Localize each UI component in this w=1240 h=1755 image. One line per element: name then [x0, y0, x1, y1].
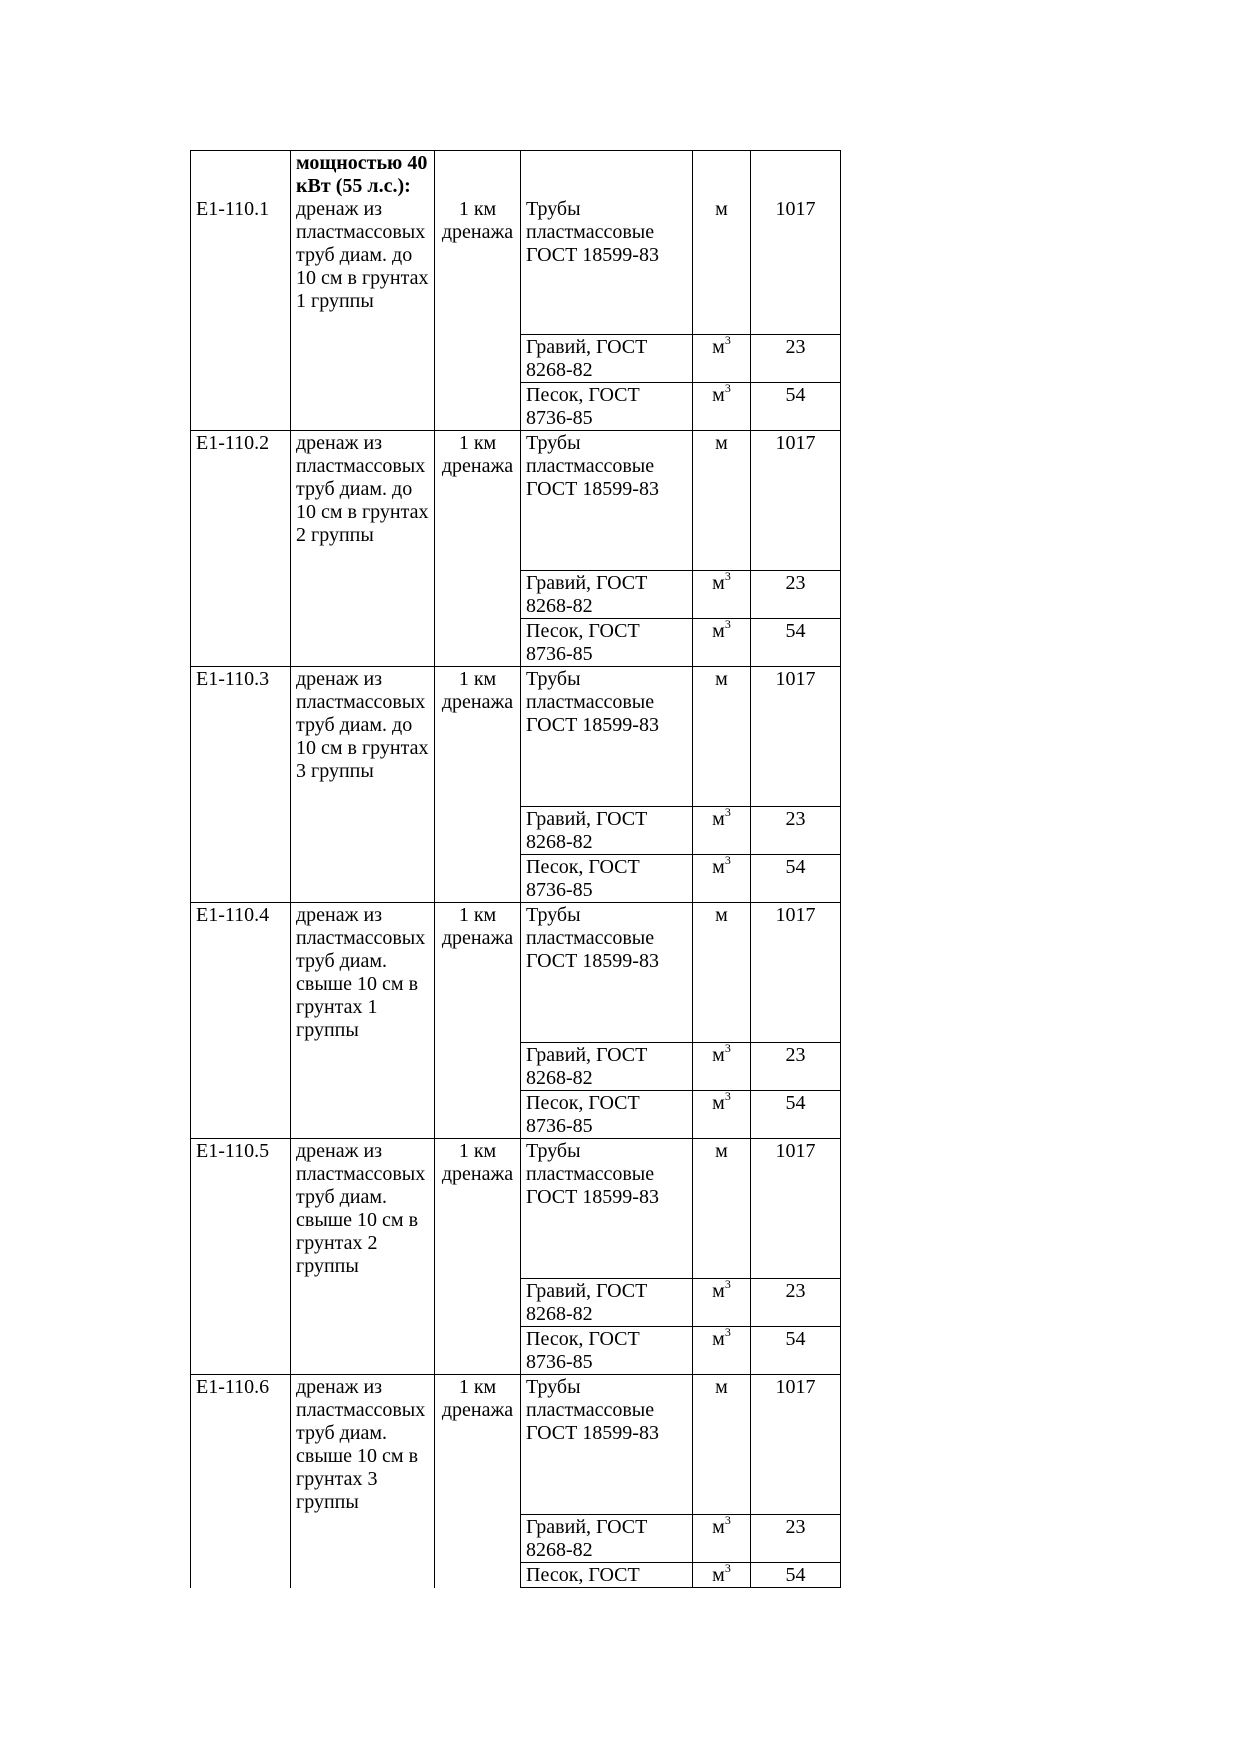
- quantity-value: 54: [785, 1328, 806, 1350]
- unit-cell: [693, 571, 751, 619]
- norm-measure: 1 км дренажа: [441, 668, 514, 713]
- material-name-cell: [521, 1043, 693, 1091]
- measure-cell: [435, 431, 521, 571]
- unit-cell: [693, 1279, 751, 1327]
- code-cell: [191, 807, 291, 855]
- quantity-value: 1017: [775, 198, 816, 220]
- unit-superscript: 3: [724, 570, 731, 583]
- measure-cell: [435, 1375, 521, 1515]
- quantity-cell: [751, 1515, 841, 1563]
- quantity-cell: [751, 335, 841, 383]
- spacer: [196, 152, 285, 198]
- material-name: Песок, ГОСТ 8736-85: [526, 1328, 640, 1373]
- code-cell: [191, 1327, 291, 1375]
- norm-code: Е1-110.1: [196, 198, 270, 220]
- unit-superscript: 3: [724, 334, 731, 347]
- unit-text: м: [712, 1564, 725, 1586]
- unit-superscript: 3: [724, 1562, 731, 1575]
- unit-text: м: [715, 668, 728, 690]
- unit-text: м: [715, 1140, 728, 1162]
- material-name-cell: [521, 571, 693, 619]
- norm-description: дренаж из пластмассовых труб диам. свыше 10 см в грунтах 3 группы: [296, 1376, 426, 1513]
- material-name: Песок, ГОСТ: [526, 1564, 640, 1586]
- quantity-value: 23: [785, 336, 806, 358]
- quantity-cell: [751, 1279, 841, 1327]
- code-cell: [191, 1375, 291, 1515]
- measure-cell: [435, 667, 521, 807]
- code-cell: [191, 1563, 291, 1588]
- measure-cell: [435, 571, 521, 619]
- unit-cell: [693, 1091, 751, 1139]
- quantity-value: 54: [785, 384, 806, 406]
- description-cell: [291, 1563, 435, 1588]
- measure-cell: [435, 151, 521, 335]
- description-cell: [291, 1327, 435, 1375]
- quantity-cell: [751, 1043, 841, 1091]
- description-cell: [291, 1139, 435, 1279]
- description-cell: [291, 903, 435, 1043]
- code-cell: [191, 855, 291, 903]
- measure-cell: [435, 1327, 521, 1375]
- material-name-cell: [521, 1139, 693, 1279]
- description-cell: [291, 619, 435, 667]
- table-row: [191, 431, 841, 571]
- description-cell: [291, 431, 435, 571]
- code-cell: [191, 903, 291, 1043]
- code-cell: [191, 667, 291, 807]
- material-name-cell: [521, 903, 693, 1043]
- quantity-value: 1017: [775, 1376, 816, 1398]
- description-cell: [291, 1375, 435, 1515]
- measure-cell: [435, 855, 521, 903]
- norm-measure: 1 км дренажа: [441, 198, 514, 243]
- description-cell: [291, 335, 435, 383]
- unit-text: м: [712, 1328, 725, 1350]
- material-name: Трубы пластмассовые ГОСТ 18599-83: [526, 432, 659, 500]
- quantity-cell: [751, 903, 841, 1043]
- unit-cell: [693, 1327, 751, 1375]
- material-name: Песок, ГОСТ 8736-85: [526, 384, 640, 429]
- unit-text: м: [715, 904, 728, 926]
- code-cell: [191, 1139, 291, 1279]
- unit-text: м: [715, 432, 728, 454]
- unit-text: м: [712, 336, 725, 358]
- quantity-value: 54: [785, 856, 806, 878]
- quantity-cell: [751, 1327, 841, 1375]
- table-row: [191, 383, 841, 431]
- measure-cell: [435, 807, 521, 855]
- unit-superscript: 3: [724, 1326, 731, 1339]
- material-name: Гравий, ГОСТ 8268-82: [526, 1044, 648, 1089]
- measure-cell: [435, 1563, 521, 1588]
- unit-cell: [693, 383, 751, 431]
- material-name: Песок, ГОСТ 8736-85: [526, 620, 640, 665]
- quantity-value: 1017: [775, 668, 816, 690]
- unit-text: м: [715, 198, 728, 220]
- material-name-cell: [521, 1375, 693, 1515]
- table-row: [191, 1139, 841, 1279]
- unit-text: м: [712, 384, 725, 406]
- quantity-value: 23: [785, 1516, 806, 1538]
- unit-cell: [693, 619, 751, 667]
- quantity-value: 1017: [775, 904, 816, 926]
- material-name-cell: [521, 1091, 693, 1139]
- unit-superscript: 3: [724, 1042, 731, 1055]
- material-name-cell: [521, 1279, 693, 1327]
- unit-text: м: [715, 1376, 728, 1398]
- quantity-value: 23: [785, 808, 806, 830]
- material-name: Трубы пластмассовые ГОСТ 18599-83: [526, 904, 659, 972]
- code-cell: [191, 431, 291, 571]
- measure-cell: [435, 903, 521, 1043]
- material-name: Трубы пластмассовые ГОСТ 18599-83: [526, 1376, 659, 1444]
- unit-cell: [693, 1515, 751, 1563]
- table-row: [191, 335, 841, 383]
- code-cell: [191, 335, 291, 383]
- description-cell: [291, 855, 435, 903]
- quantity-cell: [751, 1375, 841, 1515]
- table-row: [191, 903, 841, 1043]
- norm-code: Е1-110.4: [196, 904, 270, 926]
- material-name-cell: [521, 335, 693, 383]
- norm-description: дренаж из пластмассовых труб диам. свыше 10 см в грунтах 2 группы: [296, 1140, 426, 1277]
- unit-superscript: 3: [724, 854, 731, 867]
- material-name: Гравий, ГОСТ 8268-82: [526, 1280, 648, 1325]
- norm-code: Е1-110.6: [196, 1376, 270, 1398]
- quantity-cell: [751, 855, 841, 903]
- table-row: [191, 1515, 841, 1563]
- unit-superscript: 3: [724, 1514, 731, 1527]
- unit-cell: [693, 667, 751, 807]
- material-name: Трубы пластмассовые ГОСТ 18599-83: [526, 668, 659, 736]
- description-cell: [291, 667, 435, 807]
- quantity-value: 54: [785, 1564, 806, 1586]
- code-cell: [191, 1091, 291, 1139]
- quantity-value: 54: [785, 620, 806, 642]
- table-row: [191, 619, 841, 667]
- table-row: [191, 667, 841, 807]
- table-row: [191, 855, 841, 903]
- table-row: [191, 571, 841, 619]
- unit-cell: [693, 431, 751, 571]
- material-name-cell: [521, 431, 693, 571]
- description-cell: [291, 571, 435, 619]
- quantity-value: 54: [785, 1092, 806, 1114]
- unit-superscript: 3: [724, 1278, 731, 1291]
- table-row: [191, 1043, 841, 1091]
- material-name: Трубы пластмассовые ГОСТ 18599-83: [526, 1140, 659, 1208]
- unit-text: м: [712, 1044, 725, 1066]
- code-cell: [191, 151, 291, 335]
- material-name-cell: [521, 1327, 693, 1375]
- spacer: [440, 152, 515, 198]
- unit-text: м: [712, 808, 725, 830]
- table-row: [191, 1375, 841, 1515]
- material-name: Гравий, ГОСТ 8268-82: [526, 572, 648, 617]
- quantity-cell: [751, 1139, 841, 1279]
- quantity-cell: [751, 619, 841, 667]
- code-cell: [191, 1515, 291, 1563]
- quantity-cell: [751, 383, 841, 431]
- table-row: [191, 1563, 841, 1588]
- unit-cell: [693, 151, 751, 335]
- material-name-cell: [521, 1515, 693, 1563]
- unit-superscript: 3: [724, 1090, 731, 1103]
- quantity-cell: [751, 571, 841, 619]
- material-name-cell: [521, 151, 693, 335]
- quantity-value: 23: [785, 1044, 806, 1066]
- norm-description: дренаж из пластмассовых труб диам. свыше 10 см в грунтах 1 группы: [296, 904, 426, 1041]
- unit-cell: [693, 1563, 751, 1588]
- spacer: [526, 152, 687, 198]
- unit-superscript: 3: [724, 382, 731, 395]
- description-cell: [291, 807, 435, 855]
- quantity-cell: [751, 151, 841, 335]
- document-page: [190, 150, 841, 1588]
- table-row: [191, 1327, 841, 1375]
- description-cell: [291, 1043, 435, 1091]
- unit-text: м: [712, 620, 725, 642]
- norm-description: дренаж из пластмассовых труб диам. до 10 см в грунтах 1 группы: [296, 198, 429, 312]
- unit-cell: [693, 335, 751, 383]
- material-name: Гравий, ГОСТ 8268-82: [526, 336, 648, 381]
- norm-code: Е1-110.2: [196, 432, 270, 454]
- description-cell: [291, 383, 435, 431]
- norm-description: дренаж из пластмассовых труб диам. до 10 см в грунтах 2 группы: [296, 432, 429, 546]
- measure-cell: [435, 1091, 521, 1139]
- material-name-cell: [521, 383, 693, 431]
- norms-table: [190, 150, 841, 1588]
- description-cell: [291, 151, 435, 335]
- table-row: [191, 151, 841, 335]
- unit-text: м: [712, 1280, 725, 1302]
- unit-superscript: 3: [724, 806, 731, 819]
- unit-text: м: [712, 1092, 725, 1114]
- table-row: [191, 1279, 841, 1327]
- unit-superscript: 3: [724, 618, 731, 631]
- quantity-value: 23: [785, 1280, 806, 1302]
- quantity-cell: [751, 431, 841, 571]
- unit-cell: [693, 855, 751, 903]
- code-cell: [191, 619, 291, 667]
- material-name: Трубы пластмассовые ГОСТ 18599-83: [526, 198, 659, 266]
- measure-cell: [435, 619, 521, 667]
- norm-measure: 1 км дренажа: [441, 904, 514, 949]
- unit-cell: [693, 1375, 751, 1515]
- quantity-value: 1017: [775, 432, 816, 454]
- description-cell: [291, 1279, 435, 1327]
- norm-code: Е1-110.3: [196, 668, 270, 690]
- measure-cell: [435, 335, 521, 383]
- measure-cell: [435, 1279, 521, 1327]
- material-name-cell: [521, 855, 693, 903]
- norm-code: Е1-110.5: [196, 1140, 270, 1162]
- material-name: Песок, ГОСТ 8736-85: [526, 1092, 640, 1137]
- norm-measure: 1 км дренажа: [441, 1140, 514, 1185]
- norm-description: дренаж из пластмассовых труб диам. до 10 см в грунтах 3 группы: [296, 668, 429, 782]
- measure-cell: [435, 1515, 521, 1563]
- unit-text: м: [712, 1516, 725, 1538]
- description-cell: [291, 1515, 435, 1563]
- quantity-cell: [751, 1563, 841, 1588]
- unit-text: м: [712, 856, 725, 878]
- description-cell: [291, 1091, 435, 1139]
- quantity-value: 23: [785, 572, 806, 594]
- code-cell: [191, 1043, 291, 1091]
- norms-table-body: [191, 151, 841, 1588]
- measure-cell: [435, 1043, 521, 1091]
- material-name: Песок, ГОСТ 8736-85: [526, 856, 640, 901]
- code-cell: [191, 571, 291, 619]
- unit-cell: [693, 903, 751, 1043]
- unit-text: м: [712, 572, 725, 594]
- quantity-cell: [751, 1091, 841, 1139]
- quantity-value: 1017: [775, 1140, 816, 1162]
- quantity-cell: [751, 807, 841, 855]
- measure-cell: [435, 1139, 521, 1279]
- material-name-cell: [521, 667, 693, 807]
- material-name-cell: [521, 619, 693, 667]
- spacer: [756, 152, 835, 198]
- unit-cell: [693, 807, 751, 855]
- code-cell: [191, 1279, 291, 1327]
- table-row: [191, 1091, 841, 1139]
- material-name: Гравий, ГОСТ 8268-82: [526, 1516, 648, 1561]
- measure-cell: [435, 383, 521, 431]
- unit-cell: [693, 1043, 751, 1091]
- spacer: [698, 152, 745, 198]
- norm-measure: 1 км дренажа: [441, 1376, 514, 1421]
- material-name-cell: [521, 1563, 693, 1588]
- material-name: Гравий, ГОСТ 8268-82: [526, 808, 648, 853]
- material-name-cell: [521, 807, 693, 855]
- header-fragment: мощностью 40 кВт (55 л.с.):: [296, 152, 428, 197]
- quantity-cell: [751, 667, 841, 807]
- norm-measure: 1 км дренажа: [441, 432, 514, 477]
- table-row: [191, 807, 841, 855]
- code-cell: [191, 383, 291, 431]
- unit-cell: [693, 1139, 751, 1279]
